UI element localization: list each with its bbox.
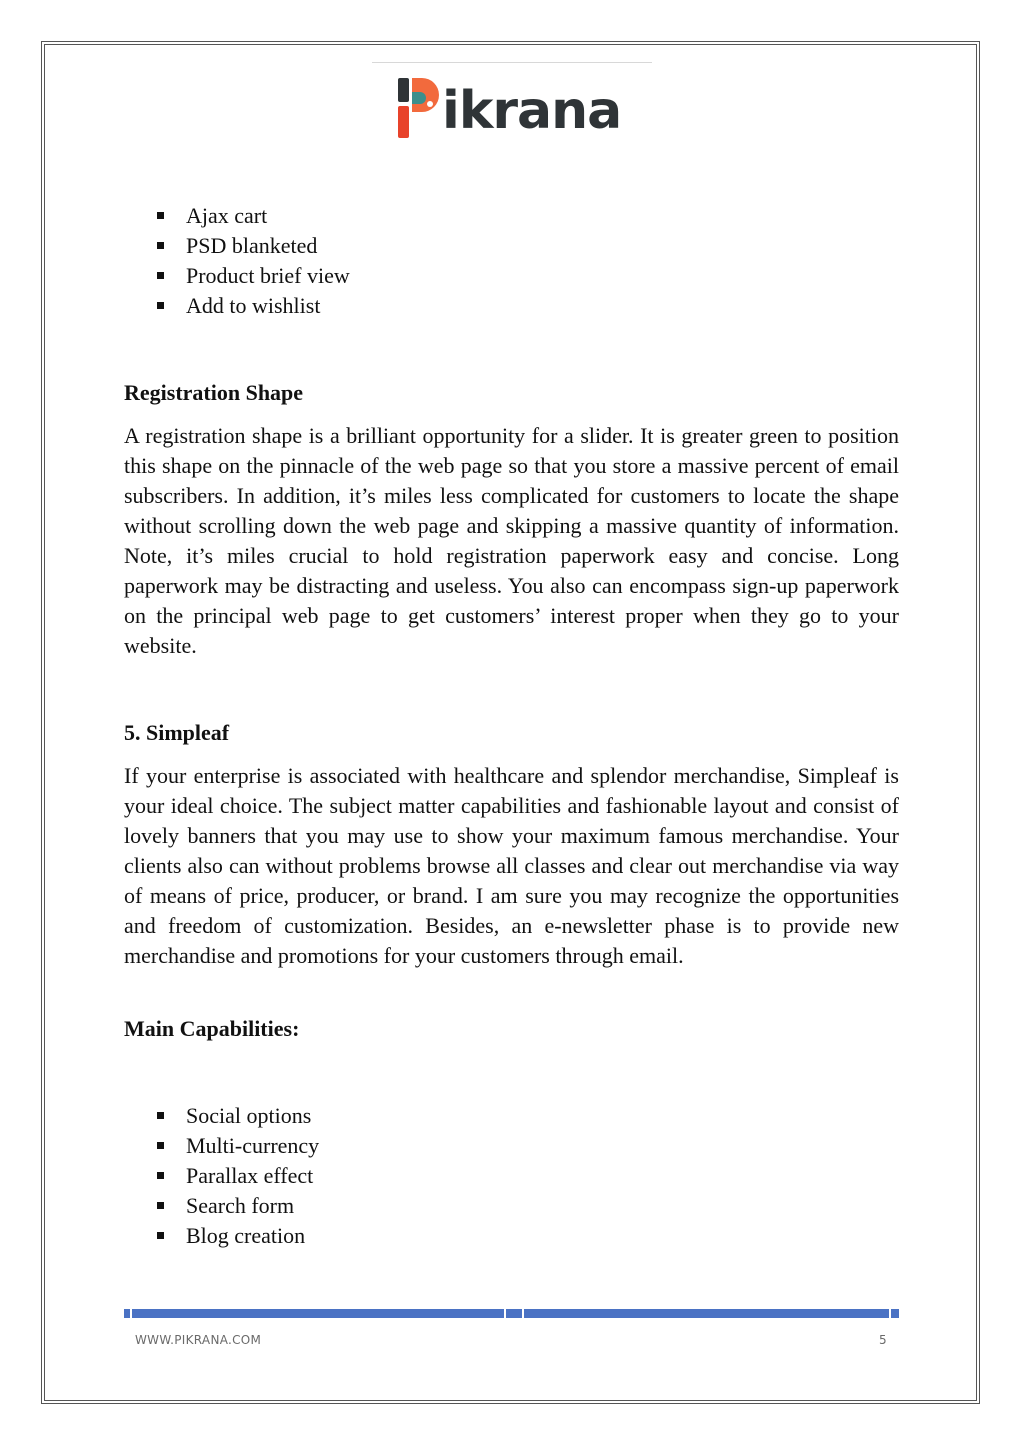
pikrana-logo-mark-icon <box>396 74 442 144</box>
footer-url: WWW.PIKRANA.COM <box>135 1333 262 1347</box>
capabilities-section <box>124 1014 899 1044</box>
capabilities-heading: Main Capabilities: <box>124 1016 300 1041</box>
list-item: Product brief view <box>124 261 899 291</box>
capabilities-list <box>124 1101 899 1251</box>
pikrana-logo-wordmark: ikrana <box>442 81 622 141</box>
square-bullet-icon <box>157 1232 164 1239</box>
registration-section <box>124 378 899 661</box>
simpleaf-paragraph: If your enterprise is associated with healthcare and splendor merchandise, Simpleaf is your ideal choice. The subject matter capabilities and fashionable layout and consist of lovely banners that you may use to show your maximum famous merchandise. Your clients also can without problems browse all classes and clear out merchandise via way of means of price, producer, or brand. I am sure you may recognize the opportunities and freedom of customization. Besides, an e-newsletter phase is to provide new merchandise and promotions for your customers through email. <box>124 763 899 968</box>
list-item: Parallax effect <box>124 1161 899 1191</box>
square-bullet-icon <box>157 242 164 249</box>
list-item: Social options <box>124 1101 899 1131</box>
simpleaf-heading: 5. Simpleaf <box>124 720 230 745</box>
square-bullet-icon <box>157 1142 164 1149</box>
registration-heading: Registration Shape <box>124 380 304 405</box>
top-feature-list <box>124 201 899 321</box>
pikrana-logo <box>396 74 636 146</box>
footer-bar <box>124 1309 899 1318</box>
simpleaf-section <box>124 718 899 971</box>
list-item: Blog creation <box>124 1221 899 1251</box>
footer-bar-divider <box>889 1309 891 1318</box>
square-bullet-icon <box>157 1202 164 1209</box>
footer-bar-divider <box>504 1309 506 1318</box>
footer-bar-divider <box>130 1309 132 1318</box>
header-rule <box>372 62 652 63</box>
registration-paragraph: A registration shape is a brilliant opportunity for a slider. It is greater green to position this shape on the pinnacle of the web page so that you store a massive percent of email subscribers. In addition, it’s miles less complicated for customers to locate the shape without scrolling down the web page and skipping a massive quantity of information. Note, it’s miles crucial to hold registration paperwork easy and concise. Long paperwork may be distracting and useless. You also can encompass sign-up paperwork on the principal web page to get customers’ interest proper when they go to your website. <box>124 423 899 658</box>
list-item: Search form <box>124 1191 899 1221</box>
list-item: Multi-currency <box>124 1131 899 1161</box>
square-bullet-icon <box>157 302 164 309</box>
square-bullet-icon <box>157 1112 164 1119</box>
square-bullet-icon <box>157 1172 164 1179</box>
list-item: PSD blanketed <box>124 231 899 261</box>
list-item: Ajax cart <box>124 201 899 231</box>
footer-bar-divider <box>522 1309 524 1318</box>
list-item: Add to wishlist <box>124 291 899 321</box>
square-bullet-icon <box>157 212 164 219</box>
page-number: 5 <box>879 1333 887 1347</box>
square-bullet-icon <box>157 272 164 279</box>
